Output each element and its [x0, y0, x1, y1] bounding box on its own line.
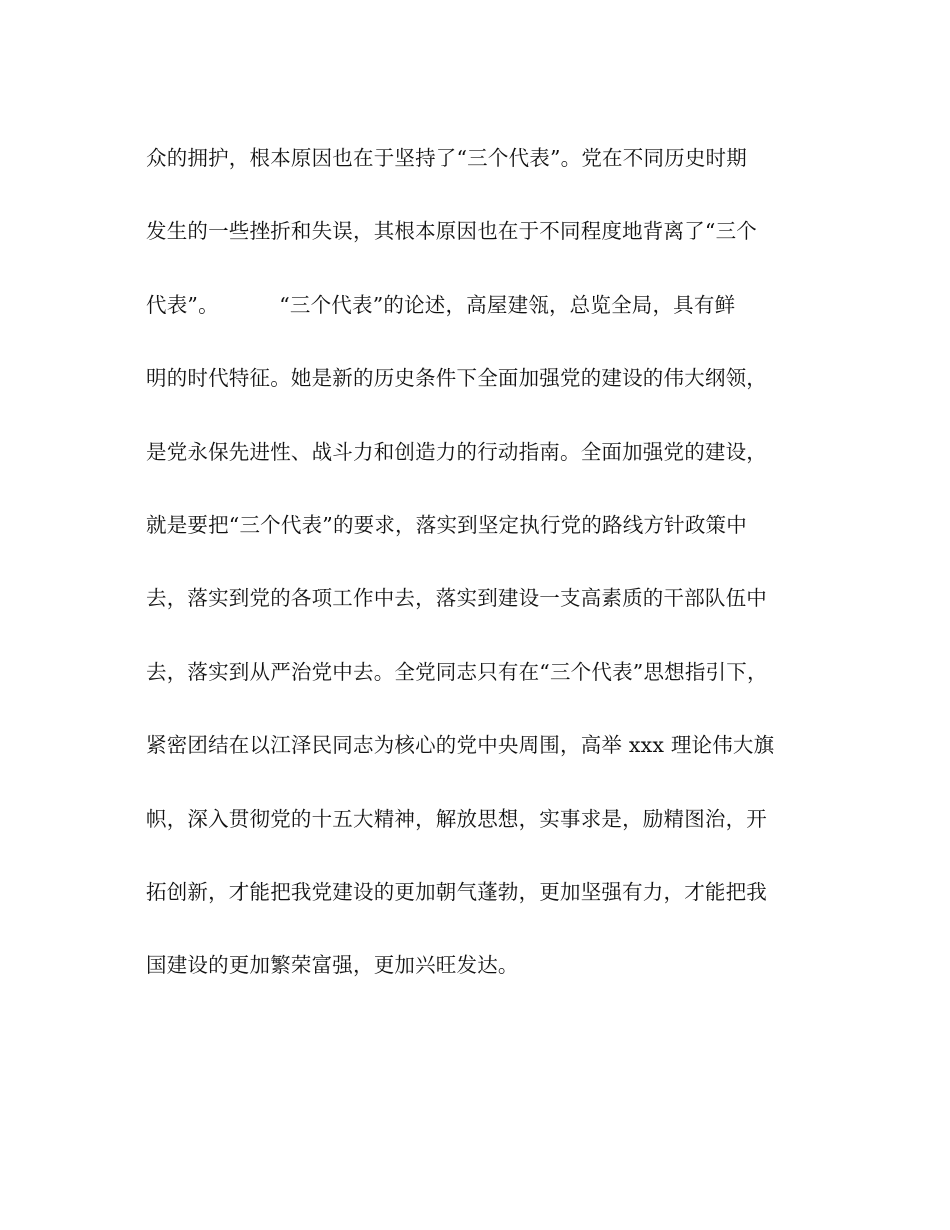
text-line: 众的拥护，根本原因也在于坚持了“三个代表”。党在不同历史时期: [146, 146, 747, 170]
body-text: [146, 140, 826, 1021]
text-line: 就是要把“三个代表”的要求，落实到坚定执行党的路线方针政策中: [146, 512, 747, 537]
text-line: 去，落实到从严治党中去。全党同志只有在“三个代表”思想指引下，: [146, 659, 768, 684]
text-line: 是党永保先进性、战斗力和创造力的行动指南。全面加强党的建设，: [146, 439, 767, 464]
text-line: 明的时代特征。她是新的历史条件下全面加强党的建设的伟大纲领，: [146, 366, 767, 391]
text-line: 帜，深入贯彻党的十五大精神，解放思想，实事求是，励精图治，开: [146, 806, 767, 831]
text-line: 发生的一些挫折和失误，其根本原因也在于不同程度地背离了“三个: [146, 219, 757, 244]
text-line: 紧密团结在以江泽民同志为核心的党中央周围，高举 xxx 理论伟大旗: [146, 733, 775, 758]
text-line: 拓创新，才能把我党建设的更加朝气蓬勃，更加坚强有力，才能把我: [146, 879, 767, 904]
text-line: 代表”。 “三个代表”的论述，高屋建瓴，总览全局，具有鲜: [146, 292, 736, 317]
text-line: 国建设的更加繁荣富强，更加兴旺发达。: [146, 953, 519, 978]
text-line: 去，落实到党的各项工作中去，落实到建设一支高素质的干部队伍中: [146, 586, 767, 611]
